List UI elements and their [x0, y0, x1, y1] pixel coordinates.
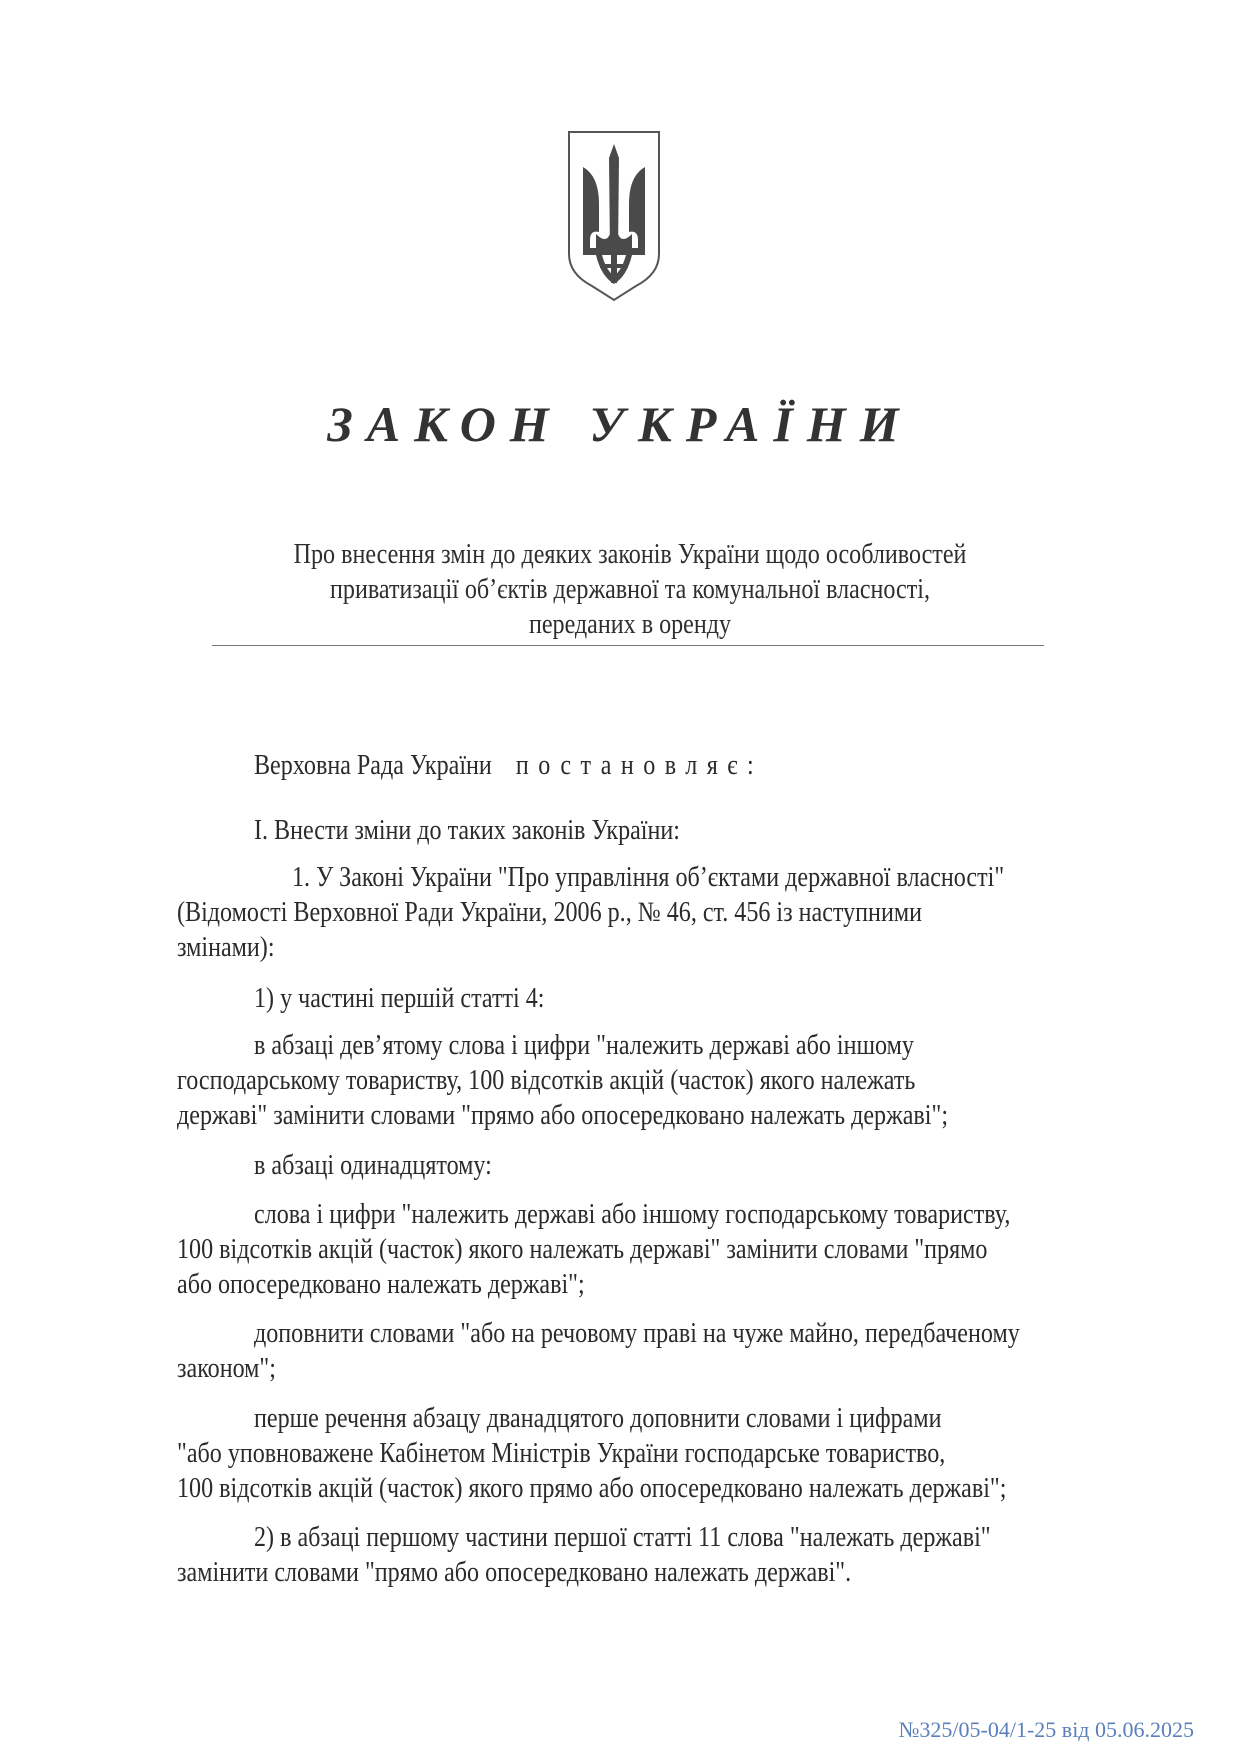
para-11b-line: законом"; — [177, 1353, 276, 1384]
item-1-line: 1. У Законі України "Про управління об’єктами державної власності" — [292, 862, 1005, 893]
subtitle-line: переданих в оренду — [528, 609, 732, 640]
para-12-line: 100 відсотків акцій (часток) якого прямо або опосередковано належать державі"; — [177, 1473, 1007, 1504]
para-9-line: державі" замінити словами "прямо або опосередковано належать державі"; — [177, 1100, 949, 1131]
title-divider — [212, 645, 1044, 646]
document-title: ЗАКОН УКРАЇНИ — [327, 396, 913, 452]
subitem-2-line: 2) в абзаці першому частини першої статті 11 слова "належать державі" — [254, 1522, 991, 1553]
item-1-line: (Відомості Верховної Ради України, 2006 р., № 46, ст. 456 із наступними — [177, 897, 922, 928]
registration-number: №325/05-04/1-25 від 05.06.2025 — [898, 1717, 1194, 1742]
subtitle-line: приватизації об’єктів державної та комунальної власності, — [330, 574, 930, 605]
para-9-line: господарському товариству, 100 відсотків акцій (часток) якого належать — [177, 1065, 916, 1096]
para-11-heading: в абзаці одинадцятому: — [254, 1150, 492, 1181]
para-11a-line: або опосередковано належать державі"; — [177, 1269, 585, 1300]
item-1-line: змінами): — [177, 932, 275, 963]
section-heading: І. Внести зміни до таких законів України: — [254, 815, 680, 846]
subitem-2-line: замінити словами "прямо або опосередковано належать державі". — [177, 1557, 852, 1588]
para-12-line: "або уповноважене Кабінетом Міністрів України господарське товариство, — [177, 1438, 946, 1469]
para-11a-line: 100 відсотків акцій (часток) якого належать державі" замінити словами "прямо — [177, 1234, 988, 1265]
enactment-word: постановляє: — [515, 750, 764, 781]
enactment-lead: Верховна Рада України — [254, 750, 492, 781]
enactment-clause — [254, 750, 763, 782]
para-9-line: в абзаці дев’ятому слова і цифри "належить державі або іншому — [254, 1030, 914, 1061]
law-subtitle — [260, 537, 1000, 642]
para-12-line: перше речення абзацу дванадцятого доповнити словами і цифрами — [254, 1403, 942, 1434]
coat-of-arms-icon — [566, 124, 662, 306]
subitem-1: 1) у частині першій статті 4: — [254, 983, 545, 1014]
para-11b-line: доповнити словами "або на речовому праві на чуже майно, передбаченому — [254, 1318, 1020, 1349]
subtitle-line: Про внесення змін до деяких законів України щодо особливостей — [293, 539, 967, 570]
para-11a-line: слова і цифри "належить державі або іншому господарському товариству, — [254, 1199, 1011, 1230]
